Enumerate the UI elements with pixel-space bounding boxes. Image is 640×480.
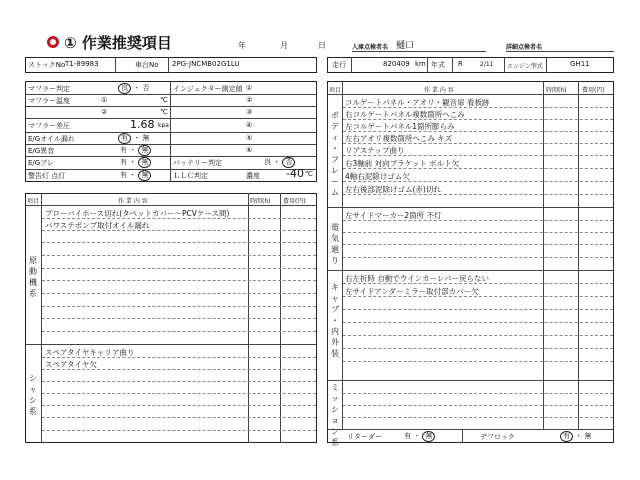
stock-label: ストックNo bbox=[28, 61, 66, 69]
injector-num2: ② bbox=[246, 96, 253, 104]
mileage-label: 走行 bbox=[332, 61, 346, 69]
shake-label: E/Gブレ bbox=[28, 159, 54, 167]
engine-label: エンジン型式 bbox=[507, 63, 543, 70]
left-cost-header: 費用(円) bbox=[283, 198, 306, 205]
retarder-result: 有 ・ 無 bbox=[404, 431, 435, 442]
warning-result: 有 ・ 無 bbox=[120, 170, 151, 181]
body-item-6: 右3軸前 対向ブラケット ボルト欠 bbox=[345, 159, 460, 168]
noise-result: 有 ・ 無 bbox=[120, 145, 151, 156]
engine-value: GH11 bbox=[570, 60, 590, 68]
chassis-item-1: スペアタイヤキャリア曲り bbox=[45, 348, 135, 357]
mileage-value: 820409 bbox=[383, 60, 410, 68]
logo-inner bbox=[50, 39, 56, 45]
cab-item-2: 左サイドアンダーミラー取付部カバー欠 bbox=[345, 287, 479, 296]
body-item-4: 左右アオリ複数箇所へこみ キズ bbox=[345, 134, 453, 143]
left-work-header: 作 業 内 容 bbox=[118, 198, 148, 205]
left-time-header: 時間(h) bbox=[250, 198, 271, 205]
inspector-name: 樋口 bbox=[396, 41, 415, 51]
engine-item-2: パワステポンプ取付オイル漏れ bbox=[45, 221, 150, 230]
injector-num6: ⑥ bbox=[246, 146, 253, 154]
body-item-7: 4軸右泥除けゴム欠 bbox=[345, 172, 410, 181]
llc-label: ＬＬＣ判定 bbox=[173, 172, 208, 180]
left-item-header: 項目 bbox=[27, 198, 40, 205]
body-item-5: リアステップ曲り bbox=[345, 146, 405, 155]
cab-section-label: キ ャ ブ ・ 内 外 装 bbox=[331, 283, 339, 358]
muffler-temp-unit1: ℃ bbox=[160, 96, 168, 104]
battery-result: 良 ・ 否 bbox=[264, 157, 295, 168]
year-value: 2/11 bbox=[480, 61, 494, 68]
body-item-8: 左右後部泥除けゴム(赤)切れ bbox=[345, 185, 441, 194]
chassis-item-2: スペアタイヤ欠 bbox=[45, 360, 97, 369]
muffler-temp-label: マフラー温度 bbox=[28, 97, 70, 105]
chassis-value: 2PG-JNCMB02G1LU bbox=[172, 60, 240, 68]
llc-concentration-label: 濃度 bbox=[246, 172, 260, 180]
company-logo bbox=[47, 36, 59, 48]
right-time-header: 時間(h) bbox=[546, 87, 567, 94]
injector-num4: ④ bbox=[246, 121, 253, 129]
oil-leak-result: 有 ・ 無 bbox=[118, 133, 149, 144]
right-cost-header: 費用(円) bbox=[582, 87, 605, 94]
body-item-1: コルゲートパネル・アオリ・観音扉 看板跡 bbox=[345, 98, 490, 107]
diff-lock-label: デフロック bbox=[480, 433, 515, 441]
body-item-2: 右コルゲートパネル複数箇所へこみ bbox=[345, 110, 465, 119]
month-label: 月 bbox=[280, 41, 288, 50]
electric-item-1: 左サイドマーカー2箇所 不灯 bbox=[345, 211, 442, 220]
oil-leak-label: E/Gオイル漏れ bbox=[28, 135, 75, 143]
injector-label: インジェクター測定値 bbox=[173, 85, 243, 93]
page-title: ① 作業推奨項目 bbox=[64, 34, 172, 52]
engine-item-1: ブローバイホース切れ(タペットカバー～PCVケース間) bbox=[45, 209, 230, 218]
electric-section-label: 電 気 廻 り bbox=[331, 223, 339, 265]
day-label: 日 bbox=[318, 41, 326, 50]
shake-result: 有 ・ 無 bbox=[120, 157, 151, 168]
year-label: 年 bbox=[238, 41, 246, 50]
retarder-label: リターダー bbox=[347, 433, 382, 441]
detail-inspector-label: 詳細点検者名 bbox=[506, 44, 543, 51]
muffler-judge-label: マフラー判定 bbox=[28, 85, 70, 93]
cab-item-1: 右左折時 自動でウインカーレバー戻らない bbox=[345, 274, 489, 283]
muffler-diff-label: マフラー差圧 bbox=[28, 122, 70, 130]
llc-unit: ℃ bbox=[305, 170, 313, 178]
right-work-header: 作 業 内 容 bbox=[424, 87, 454, 94]
body-section-label: ボ デ ィ ・ フ レ ー ム bbox=[331, 111, 339, 197]
inspector-label: 入庫点検者名 bbox=[352, 44, 389, 51]
llc-value: -40 bbox=[286, 167, 304, 180]
muffler-temp-num2: ② bbox=[101, 108, 108, 116]
era-value: R bbox=[458, 60, 463, 68]
warning-label: 警告灯 点灯 bbox=[28, 172, 66, 180]
body-item-3: 左コルゲートパネル1箇所膨らみ bbox=[345, 122, 455, 131]
muffler-judge-result: 良 ・ 否 bbox=[118, 83, 149, 94]
muffler-diff-value: 1.68 bbox=[130, 118, 155, 131]
year-type-label: 年式 bbox=[431, 61, 445, 69]
muffler-temp-num1: ① bbox=[101, 96, 108, 104]
muffler-diff-unit: kpa bbox=[158, 122, 169, 129]
muffler-temp-unit2: ℃ bbox=[160, 108, 168, 116]
right-item-header: 項目 bbox=[329, 87, 342, 94]
injector-num1: ① bbox=[246, 84, 253, 92]
stock-value: T1-89983 bbox=[65, 60, 99, 68]
noise-label: E/G異音 bbox=[28, 147, 55, 155]
mission-section-label: ミ ッ シ ョ ン 系 bbox=[331, 383, 339, 447]
diff-lock-result: 有 ・ 無 bbox=[560, 431, 591, 442]
engine-section-label: 原 動 機 系 bbox=[29, 256, 37, 298]
chassis-label: 車台No bbox=[135, 61, 159, 69]
injector-num5: ⑤ bbox=[246, 134, 253, 142]
mileage-unit: km bbox=[415, 60, 426, 68]
battery-label: バッテリー判定 bbox=[173, 159, 222, 167]
injector-num3: ③ bbox=[246, 108, 253, 116]
chassis-section-label: シ ャ シ 系 bbox=[29, 374, 37, 416]
